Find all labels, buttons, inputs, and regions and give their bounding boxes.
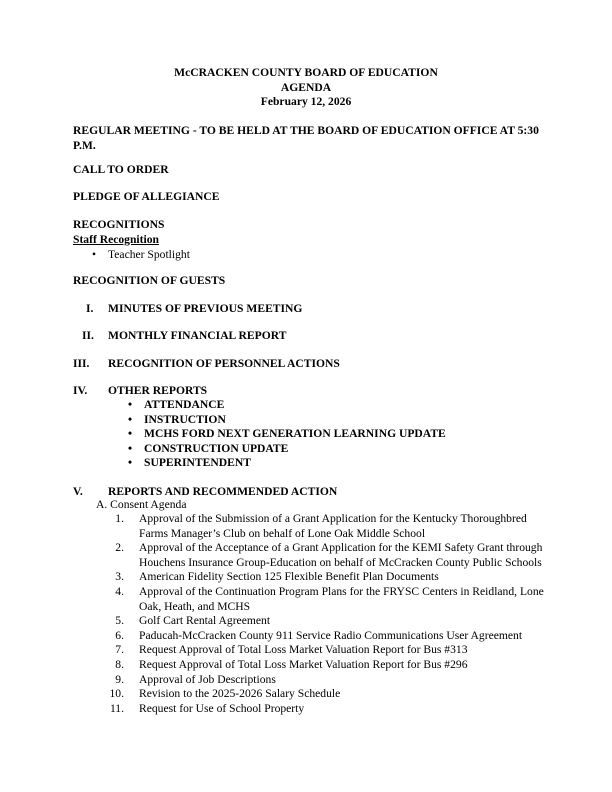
org-name: McCRACKEN COUNTY BOARD OF EDUCATION [174,66,438,79]
meeting-info: REGULAR MEETING - TO BE HELD AT THE BOARD OF EDUCATION OFFICE AT 5:30 P.M. [73,124,539,152]
meeting-date: February 12, 2026 [260,95,352,109]
list-item: 11. Request for Use of School Property [109,701,305,715]
list-item: • CONSTRUCTION UPDATE [128,442,446,457]
list-item: 6. Paducah-McCracken County 911 Service Radio Communications User Agreement [115,628,523,642]
list-item: • MCHS FORD NEXT GENERATION LEARNING UPDATE [128,427,446,442]
consent-agenda-label: A. Consent Agenda [96,498,187,511]
agenda-header [0,66,612,110]
doc-title: AGENDA [280,80,332,94]
section-title-minutes: MINUTES OF PREVIOUS MEETING [108,302,303,315]
list-item: 2. Approval of the Acceptance of a Grant Application for the KEMI Safety Grant through Houchens Insurance Group-Education on behalf of McCracken County Public Schools [115,541,543,569]
section-number: II. [82,329,94,342]
list-item: 10. Revision to the 2025-2026 Salary Schedule [109,687,341,701]
section-title-other-reports: OTHER REPORTS [108,384,208,397]
recognitions-heading: RECOGNITIONS [73,218,165,231]
section-number: I. [86,302,94,315]
section-number: V. [73,485,83,498]
section-title-personnel: RECOGNITION OF PERSONNEL ACTIONS [108,357,340,370]
pledge-of-allegiance: PLEDGE OF ALLEGIANCE [73,190,220,203]
list-item: 9. Approval of Job Descriptions [115,672,276,686]
list-item: • INSTRUCTION [128,413,446,428]
list-item: 8. Request Approval of Total Loss Market Valuation Report for Bus #296 [115,657,468,671]
list-item: 7. Request Approval of Total Loss Market Valuation Report for Bus #313 [115,643,468,657]
list-item: • ATTENDANCE [128,398,446,413]
recognition-of-guests: RECOGNITION OF GUESTS [73,274,226,287]
section-number: IV. [73,384,88,397]
list-item: 4. Approval of the Continuation Program Plans for the FRYSC Centers in Reidland, Lone Oak, Heath, and MCHS [115,584,544,613]
section-number: III. [73,357,90,370]
list-item: 1. Approval of the Submission of a Grant Application for the Kentucky Thoroughbred Farms Manager’s Club on behalf of Lone Oak Middle School [115,512,527,540]
list-item: 5. Golf Cart Rental Agreement [115,614,271,628]
list-item: 3. American Fidelity Section 125 Flexible Benefit Plan Documents [115,570,439,584]
call-to-order: CALL TO ORDER [73,163,169,176]
section-title-reports-action: REPORTS AND RECOMMENDED ACTION [108,485,338,498]
list-item: • Teacher Spotlight [92,248,190,263]
recognitions-list [92,248,190,263]
list-item: • SUPERINTENDENT [128,456,446,471]
staff-recognition-heading: Staff Recognition [73,233,159,246]
consent-agenda-list [108,512,548,716]
other-reports-list [128,398,446,471]
section-title-financial: MONTHLY FINANCIAL REPORT [108,329,287,342]
